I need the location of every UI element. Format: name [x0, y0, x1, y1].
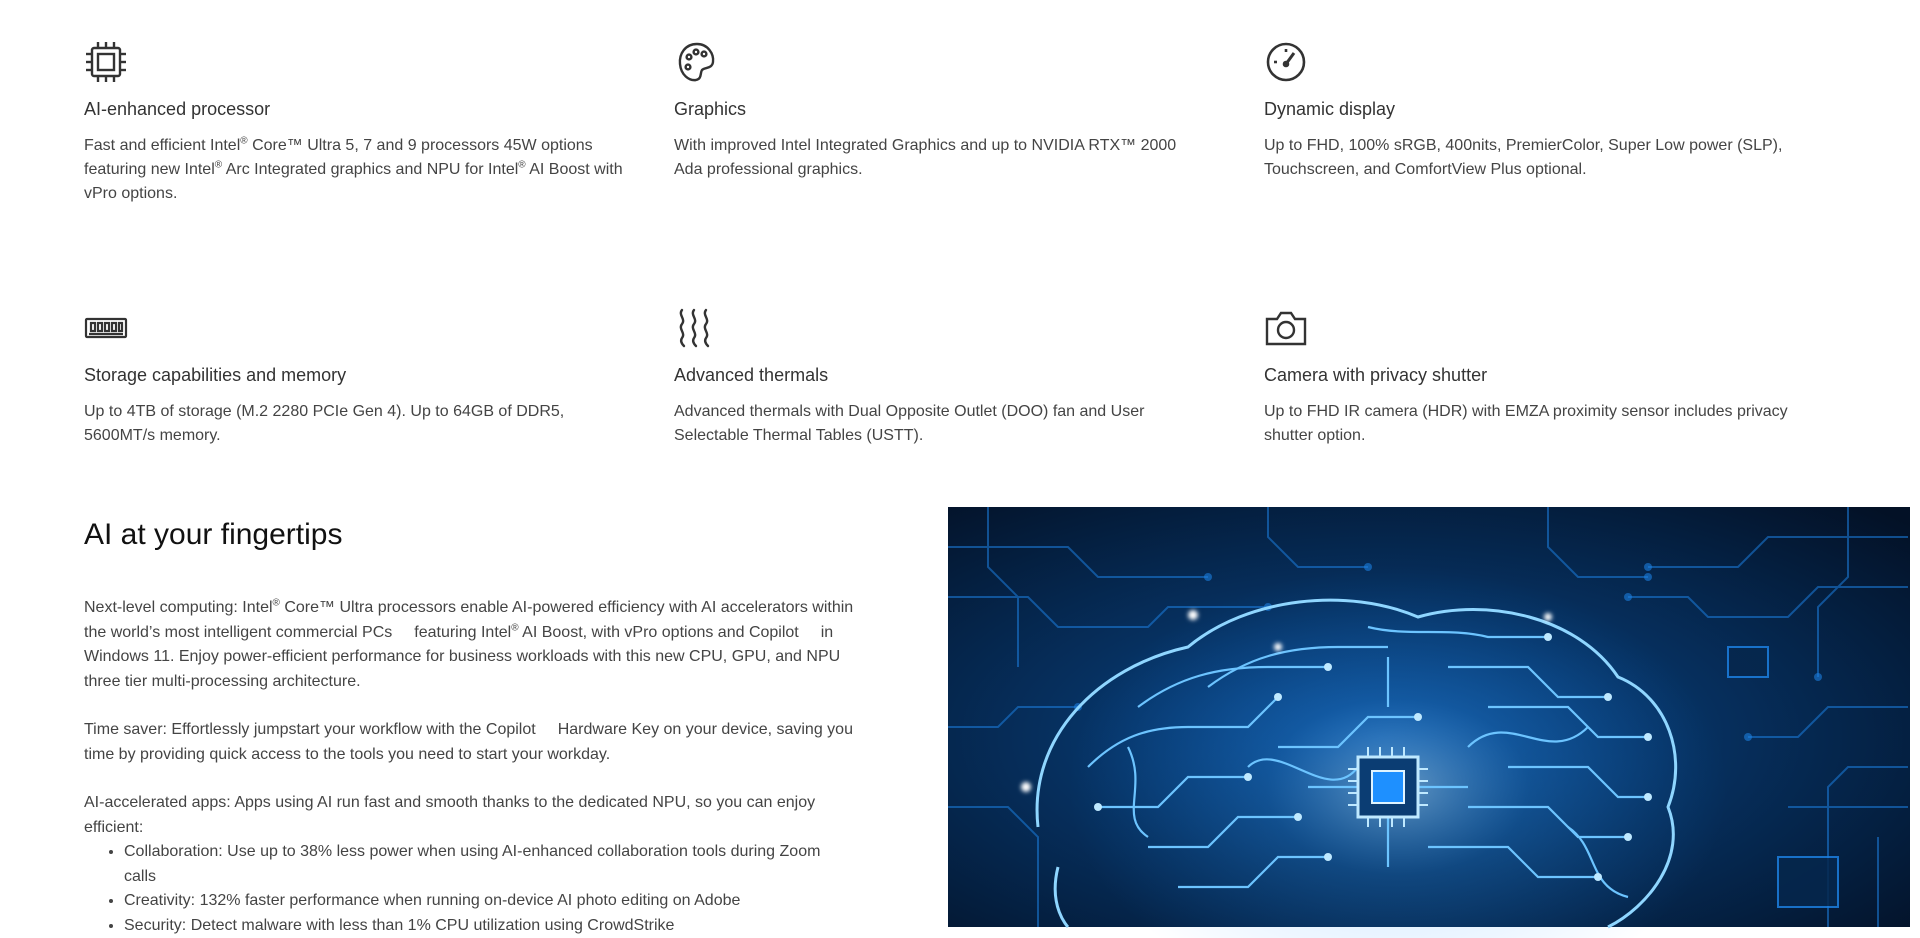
feature-title: Camera with privacy shutter	[1264, 364, 1804, 386]
feature-advanced-thermals	[674, 306, 1194, 448]
feature-title: Storage capabilities and memory	[84, 364, 624, 386]
circuit-brain-image	[948, 507, 1910, 927]
processor-chip-icon	[84, 40, 128, 84]
memory-module-icon	[84, 306, 128, 350]
heat-waves-icon	[674, 306, 718, 350]
feature-graphics	[674, 40, 1194, 182]
speedometer-icon	[1264, 40, 1308, 84]
feature-title: Advanced thermals	[674, 364, 1194, 386]
feature-camera-privacy	[1264, 306, 1804, 448]
ai-benefits-list	[84, 840, 864, 938]
feature-title: AI-enhanced processor	[84, 98, 624, 120]
feature-description: Advanced thermals with Dual Opposite Outlet (DOO) fan and User Selectable Thermal Tables (USTT).	[674, 400, 1194, 448]
feature-description: Up to 4TB of storage (M.2 2280 PCIe Gen 4). Up to 64GB of DDR5, 5600MT/s memory.	[84, 400, 624, 448]
list-item: • Security: Detect malware with less than 1% CPU utilization using CrowdStrike	[124, 914, 864, 938]
feature-title: Dynamic display	[1264, 98, 1804, 120]
camera-icon	[1264, 306, 1308, 350]
palette-icon	[674, 40, 718, 84]
ai-section-heading: AI at your fingertips	[84, 510, 864, 560]
feature-ai-processor	[84, 40, 624, 206]
ai-section	[84, 510, 864, 938]
feature-description: Fast and efficient Intel® Core™ Ultra 5, 7 and 9 processors 45W options featuring new Intel® Arc Integrated graphics and NPU for Intel® AI Boost with vPro options.	[84, 134, 624, 206]
feature-dynamic-display	[1264, 40, 1804, 182]
list-item: • Collaboration: Use up to 38% less power when using AI-enhanced collaboration tools during Zoom calls	[124, 840, 864, 889]
feature-storage-memory	[84, 306, 624, 448]
ai-paragraph-time-saver: Time saver: Effortlessly jumpstart your workflow with the Copilot Hardware Key on your device, saving you time by providing quick access to the tools you need to start your workday.	[84, 718, 864, 767]
ai-paragraph-computing: Next-level computing: Intel® Core™ Ultra processors enable AI-powered efficiency with AI accelerators within the world’s most intelligent commercial PCs featuring Intel® AI Boost, with vPro options and Copilot in Windows 11. Enjoy power-efficient performance for business workloads with this new CPU, GPU, and NPU three tier multi-processing architecture.	[84, 596, 864, 694]
feature-description: Up to FHD IR camera (HDR) with EMZA proximity sensor includes privacy shutter option.	[1264, 400, 1804, 448]
feature-title: Graphics	[674, 98, 1194, 120]
feature-description: Up to FHD, 100% sRGB, 400nits, PremierColor, Super Low power (SLP), Touchscreen, and ComfortView Plus optional.	[1264, 134, 1804, 182]
feature-description: With improved Intel Integrated Graphics and up to NVIDIA RTX™ 2000 Ada professional graphics.	[674, 134, 1194, 182]
list-item: • Creativity: 132% faster performance when running on-device AI photo editing on Adobe	[124, 889, 864, 914]
ai-paragraph-apps: AI-accelerated apps: Apps using AI run fast and smooth thanks to the dedicated NPU, so you can enjoy efficient:	[84, 791, 864, 840]
